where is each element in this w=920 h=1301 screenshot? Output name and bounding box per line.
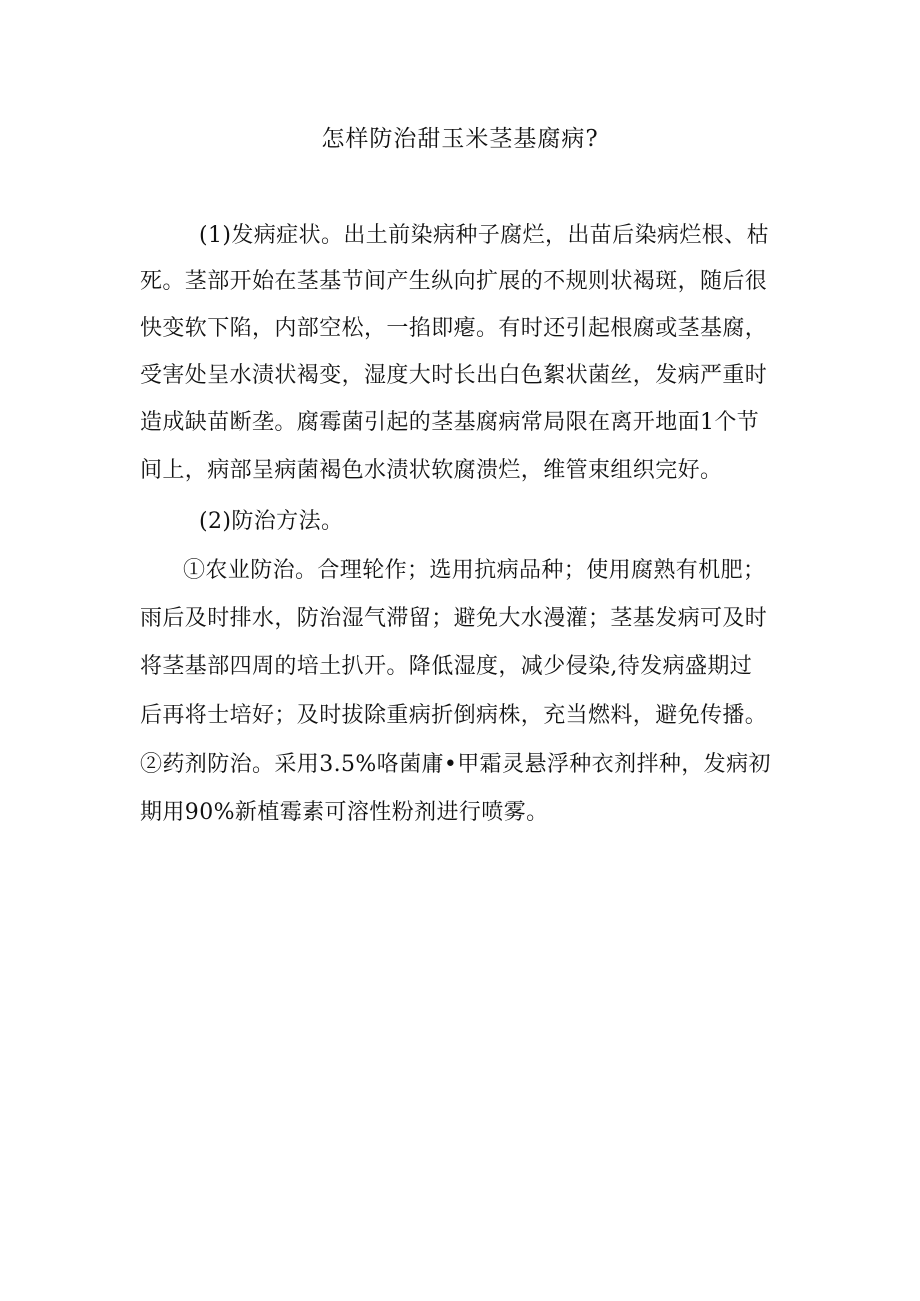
section-heading: (2)防治方法。 xyxy=(199,509,344,534)
paragraph-line: 后再将士培好；及时拔除重病折倒病株，充当燃料，避免传播。 xyxy=(140,703,768,728)
paragraph-line: 期用90%新植霉素可溶性粉剂进行喷雾。 xyxy=(140,800,549,825)
document-title: 怎样防治甜玉米茎基腐病? xyxy=(321,126,599,152)
paragraph-line: 死。茎部开始在茎基节间产生纵向扩展的不规则状褐斑，随后很 xyxy=(140,269,768,294)
paragraph-line: 造成缺苗断垄。腐霉菌引起的茎基腐病常局限在离开地面1个节 xyxy=(140,410,760,435)
paragraph-line: 将茎基部四周的培土扒开。降低湿度，减少侵染,待发病盛期过 xyxy=(140,654,753,679)
paragraph-line: ②药剂防治。采用3.5%咯菌庸•甲霜灵悬浮种衣剂拌种，发病初 xyxy=(140,752,771,777)
paragraph-line: 间上，病部呈病菌褐色水渍状软腐溃烂，维管束组织完好。 xyxy=(140,458,723,483)
paragraph-line: ①农业防治。合理轮作；选用抗病品种；使用腐熟有机肥； xyxy=(183,558,766,583)
paragraph-line: 快变软下陷，内部空松，一掐即瘪。有时还引起根腐或茎基腐， xyxy=(140,316,768,341)
paragraph-line: 雨后及时排水，防治湿气滞留；避免大水漫灌；茎基发病可及时 xyxy=(140,606,768,631)
paragraph-line: (1)发病症状。出土前染病种子腐烂，出苗后染病烂根、枯 xyxy=(199,223,769,248)
paragraph-line: 受害处呈水渍状褐变，湿度大时长出白色絮状菌丝，发病严重时 xyxy=(140,363,768,388)
